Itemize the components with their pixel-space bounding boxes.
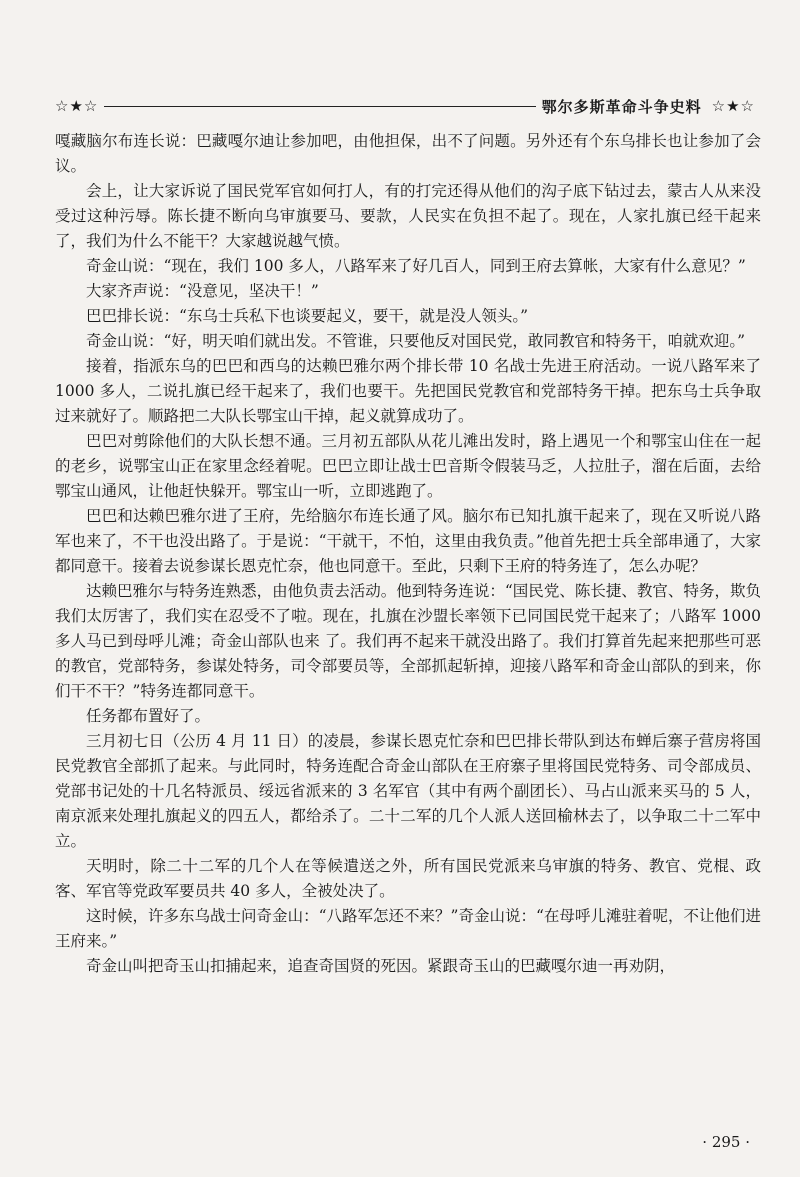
paragraph: 巴巴排长说：“东乌士兵私下也谈要起义，要干，就是没人领头。” (86, 307, 529, 325)
paragraph: 巴巴和达赖巴雅尔进了王府，先给脑尔布连长通了风。脑尔布已知扎旗干起来了，现在又听说八路军也来了，不干也没出路了。于是说：“干就干，不怕，这里由我负责。”他首先把士兵全部串通了，大家都同意干。接着去说参谋长恩克忙奈，他也同意干。至此，只剩下王府的特务连了，怎么办呢？ (55, 507, 761, 575)
running-header (55, 93, 755, 119)
header-stars-right: ☆★☆ (711, 97, 755, 115)
series-title: 鄂尔多斯革命斗争史料 (541, 97, 702, 116)
paragraph: 这时候，许多东乌战士问奇金山：“八路军怎还不来？”奇金山说：“在母呼儿滩驻着呢，不让他们进王府来。” (55, 907, 761, 950)
paragraph: 嘎藏脑尔布连长说：巴藏嘎尔迪让参加吧，由他担保，出不了问题。另外还有个东乌排长也让参加了会议。 (55, 132, 761, 175)
paragraph: 巴巴对剪除他们的大队长想不通。三月初五部队从花儿滩出发时，路上遇见一个和鄂宝山住在一起的老乡，说鄂宝山正在家里念经着呢。巴巴立即让战士巴音斯令假装马乏，人拉肚子，溜在后面，去给鄂宝山通风，让他赶快躲开。鄂宝山一听，立即逃跑了。 (55, 432, 761, 500)
paragraph: 会上，让大家诉说了国民党军官如何打人，有的打完还得从他们的沟子底下钻过去，蒙古人从来没受过这种污辱。陈长捷不断向乌审旗要马、要款，人民实在负担不起了。现在，人家扎旗已经干起来了，我们为什么不能干？大家越说越气愤。 (55, 182, 761, 250)
paragraph: 三月初七日（公历 4 月 11 日）的凌晨，参谋长恩克忙奈和巴巴排长带队到达布蝉后寨子营房将国民党教官全部抓了起来。与此同时，特务连配合奇金山部队在王府寨子里将国民党特务、司令部成员、党部书记处的十几名特派员、绥远省派来的 3 名军官（其中有两个副团长）、马占山派来买马的 5 人，南京派来处理扎旗起义的四五人，都给杀了。二十二军的几个人派人送回榆林去了，以争取二十二军中立。 (55, 732, 761, 850)
header-rule (104, 106, 535, 107)
paragraph: 奇金山叫把奇玉山扣捕起来，追查奇国贤的死因。紧跟奇玉山的巴藏嘎尔迪一再劝阴， (86, 957, 676, 975)
paragraph: 达赖巴雅尔与特务连熟悉，由他负责去活动。他到特务连说：“国民党、陈长捷、教官、特务，欺负我们太厉害了，我们实在忍受不了啦。现在，扎旗在沙盟长率领下已同国民党干起来了；八路军 1000 多人马已到母呼儿滩；奇金山部队也来 了。我们再不起来干就没出路了。我们打算首先起来把那些可恶的教官，党部特务，参谋处特务，司令部要员等，全部抓起斩掉，迎接八路军和奇金山部队的到来，你们干不干？”特务连都同意干。 (55, 582, 761, 700)
paragraph: 奇金山说：“好，明天咱们就出发。不管谁，只要他反对国民党，敢同教官和特务干，咱就欢迎。” (86, 332, 746, 350)
body-text (55, 129, 761, 979)
paragraph: 奇金山说：“现在，我们 100 多人，八路军来了好几百人，同到王府去算帐，大家有什么意见？” (86, 257, 746, 275)
paragraph: 天明时，除二十二军的几个人在等候遣送之外，所有国民党派来乌审旗的特务、教官、党棍、政客、军官等党政军要员共 40 多人，全被处决了。 (55, 857, 761, 900)
paragraph: 大家齐声说：“没意见，坚决干！” (86, 282, 319, 300)
header-stars-left: ☆★☆ (55, 97, 99, 115)
paragraph: 接着，指派东乌的巴巴和西乌的达赖巴雅尔两个排长带 10 名战士先进王府活动。一说八路军来了 1000 多人，二说扎旗已经干起来了，我们也要干。先把国民党教官和党部特务干掉。把东乌士兵争取过来就好了。顺路把二大队长鄂宝山干掉，起义就算成功了。 (55, 357, 761, 425)
page-number: · 295 · (702, 1133, 750, 1151)
paragraph: 任务都布置好了。 (86, 707, 211, 725)
